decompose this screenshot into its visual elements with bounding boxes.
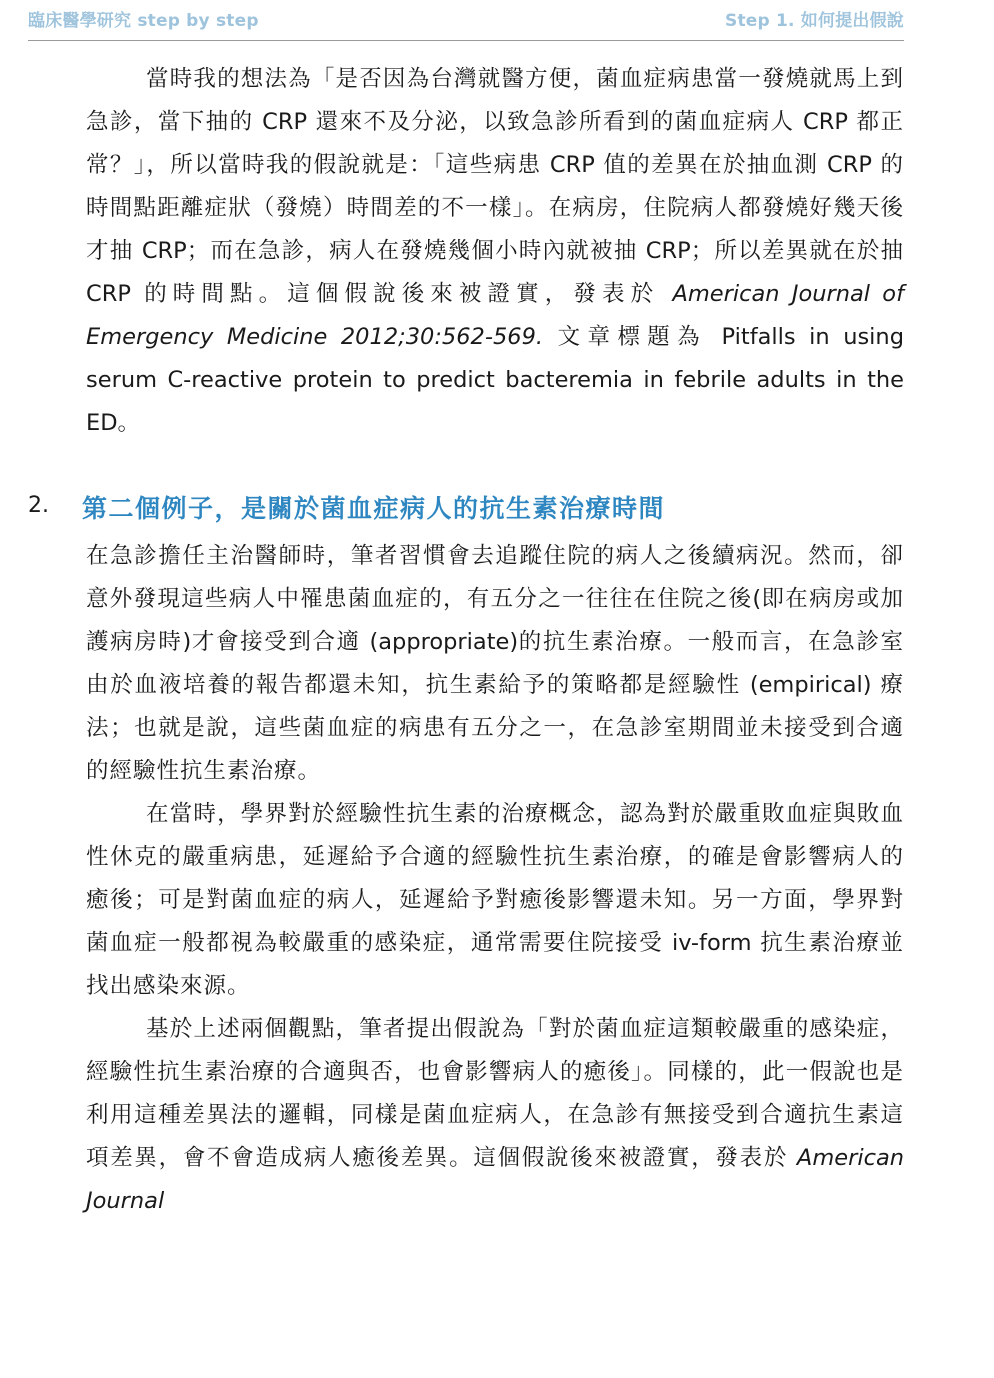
journal-citation: American Journal: [86, 1145, 904, 1214]
text-run: 值的差異在於抽血測: [603, 152, 819, 178]
text-run: CRP: [141, 238, 187, 264]
article-title: Pitfalls in using serum C-reactive protein to predict bacteremia in febrile adults in the ED: [86, 324, 904, 436]
text-run: CRP: [549, 152, 595, 178]
text-run: (: [752, 586, 762, 612]
paragraph-background: [86, 793, 904, 1008]
page-body: [28, 58, 905, 1223]
text-run: 才會接受到合適: [191, 629, 361, 655]
text-run: CRP: [86, 281, 131, 307]
text-run: 還來不及分泌，以致急診所看到的菌血症病人: [315, 109, 795, 135]
header-book-title: 臨床醫學研究 step by step: [28, 11, 259, 31]
text-run: 的時間點。這個假說後來被證實，發表於: [144, 281, 660, 307]
text-run: 當時我的想法為「是否因為台灣就醫方便，菌血症病患當一發燒就馬上到急診，當下抽的: [86, 66, 904, 135]
header-chapter-title: Step 1. 如何提出假說: [725, 11, 904, 31]
text-run: (empirical): [749, 672, 872, 698]
text-run: 基於上述兩個觀點，筆者提出假說為「對於菌血症這類較嚴重的感染症，經驗性抗生素治療的合適與否，也會影響病人的癒後」。同樣的，此一假說也是利用這種差異法的邏輯，同樣是菌血症病人，在急診有無接受到合適抗生素這項差異，會不會造成病人癒後差異。這個假說後來被證實，發表於: [86, 1016, 904, 1171]
text-run: CRP: [826, 152, 872, 178]
text-run: 療法；也就是說，這些菌血症的病患有五分之一，在急診室期間並未接受到合適的經驗性抗生素治療。: [86, 672, 905, 784]
text-run: ): [182, 629, 192, 655]
text-run: 在急診擔任主治醫師時，筆者習慣會去追蹤住院的病人之後續病況。然而，卻意外發現這些病人中罹患菌血症的，有五分之一往往在住院之後: [86, 543, 904, 612]
section-gap: [86, 445, 904, 489]
paragraph-antibiotic-observation: [86, 535, 904, 793]
text-run: ；所以差異就在於抽: [690, 238, 904, 264]
section-number: 2.: [28, 493, 49, 518]
text-run: iv-form: [671, 930, 752, 956]
paragraph-hypothesis: [86, 1008, 904, 1223]
text-run: 在當時，學界對於經驗性抗生素的治療概念，認為對於嚴重敗血症與敗血性休克的嚴重病患，延遲給予合適的經驗性抗生素治療，的確是會影響病人的癒後；可是對菌血症的病人，延遲給予對癒後影響還未知。另一方面，學界對菌血症一般都視為較嚴重的感染症，通常需要住院接受: [86, 801, 904, 956]
running-header: [28, 6, 904, 41]
text-run: 的時間點距離症狀（發燒）時間差的不一樣」。在病房，住院病人都發燒好幾天後才抽: [86, 152, 904, 264]
text-run: 的抗生素治療。一般而言，在急診室由於血液培養的報告都還未知，抗生素給予的策略都是經驗性: [86, 629, 904, 698]
text-run: CRP: [645, 238, 691, 264]
text-run: 都正常？」，所以當時我的假說就是：「這些病患: [86, 109, 904, 178]
text-run: CRP: [803, 109, 848, 135]
text-run: CRP: [262, 109, 308, 135]
paragraph-crp-hypothesis: [86, 58, 904, 445]
text-run: 文章標題為: [557, 324, 708, 350]
journal-citation: American Journal of Emergency Medicine 2012;30:562-569.: [86, 281, 904, 350]
section-heading: [28, 489, 904, 535]
text-run: ；而在急診，病人在發燒幾個小時內就被抽: [186, 238, 638, 264]
section-title: 第二個例子，是關於菌血症病人的抗生素治療時間: [82, 494, 666, 523]
text-run: 即在病房或加護病房時: [86, 586, 904, 655]
text-run: (appropriate): [369, 629, 519, 655]
text-run: 抗生素治療並找出感染來源。: [86, 930, 904, 999]
text-run: 。: [117, 410, 142, 436]
